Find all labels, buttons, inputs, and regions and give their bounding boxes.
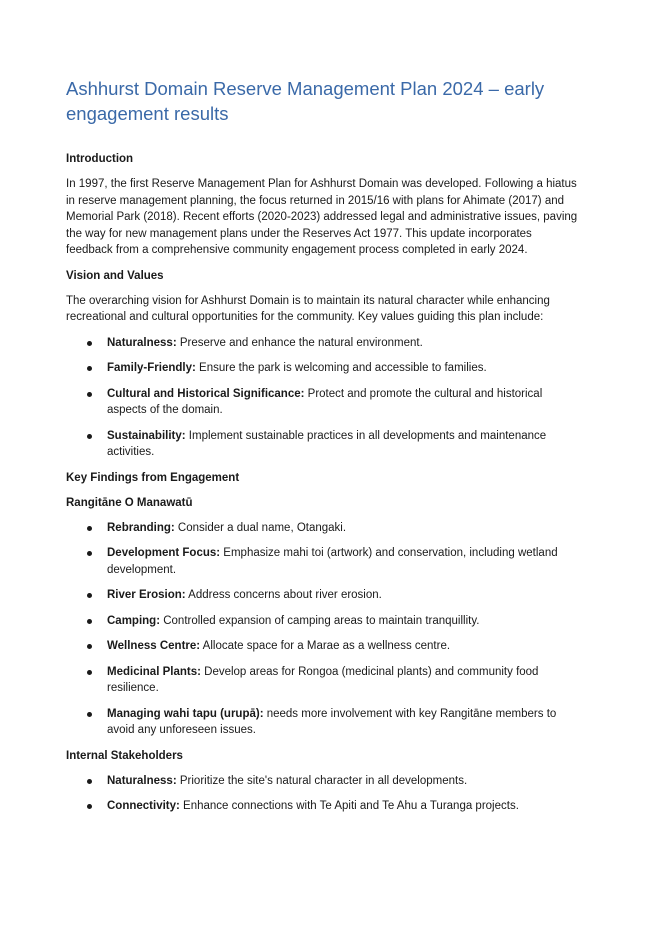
list-item <box>66 428 578 461</box>
internal-stakeholders-heading: Internal Stakeholders <box>66 749 183 762</box>
bullet-icon <box>87 619 92 624</box>
list-item-text: Preserve and enhance the natural environment. <box>176 336 423 349</box>
list-item <box>66 520 578 537</box>
list-item <box>66 798 578 815</box>
list-item-label: Managing wahi tapu (urupā): <box>107 707 264 720</box>
list-item-text: Ensure the park is welcoming and accessible to families. <box>195 362 487 374</box>
list-item-label: Rebranding: <box>107 521 175 534</box>
list-item <box>66 386 578 419</box>
list-item <box>66 613 578 630</box>
bullet-icon <box>87 644 92 649</box>
list-item-text: Implement sustainable practices in all developments and maintenance activities. <box>107 429 547 458</box>
bullet-icon <box>87 392 92 397</box>
introduction-heading: Introduction <box>66 153 134 165</box>
list-item <box>66 587 578 604</box>
bullet-icon <box>87 804 92 809</box>
list-item-label: Family-Friendly: <box>107 362 196 374</box>
list-item-label: Connectivity: <box>107 800 180 812</box>
list-item <box>66 360 578 377</box>
list-item-text: Consider a dual name, Otangaki. <box>174 521 347 534</box>
list-item-label: Development Focus: <box>107 547 221 559</box>
list-item-label: Cultural and Historical Significance: <box>107 387 305 400</box>
bullet-icon <box>87 434 92 439</box>
list-item-text: Prioritize the site's natural character in all developments. <box>176 774 468 787</box>
list-item-label: Camping: <box>107 614 161 627</box>
list-item-text: Protect and promote the cultural and historical aspects of the domain. <box>107 387 543 416</box>
rangitane-findings-list <box>66 520 578 739</box>
list-item <box>66 664 578 697</box>
document-page <box>66 76 578 824</box>
introduction-paragraph: In 1997, the first Reserve Management Plan for Ashhurst Domain was developed. Following a hiatus in reserve management planning, the focus returned in 2015/16 with plans for Ahimate (2017) and Memorial Park (2018). Recent efforts (2020-2023) addressed legal and administrative issues, paving the way for new management plans under the Reserves Act 1977. This update incorporates feedback from a comprehensive community engagement process completed in early 2024. <box>66 178 578 256</box>
list-item-label: River Erosion: <box>107 589 186 601</box>
vision-paragraph: The overarching vision for Ashhurst Domain is to maintain its natural character while enhancing recreational and cultural opportunities for the community. Key values guiding this plan include: <box>66 294 550 323</box>
list-item-text: Enhance connections with Te Apiti and Te Ahu a Turanga projects. <box>179 800 519 812</box>
list-item <box>66 335 578 352</box>
page-title: Ashhurst Domain Reserve Management Plan 2024 – early engagement results <box>66 78 545 124</box>
list-item <box>66 638 578 655</box>
list-item-text: Controlled expansion of camping areas to maintain tranquillity. <box>160 614 480 627</box>
bullet-icon <box>87 670 92 675</box>
list-item-label: Sustainability: <box>107 429 186 442</box>
list-item-text: Develop areas for Rongoa (medicinal plants) and community food resilience. <box>107 665 539 694</box>
list-item-text: Emphasize mahi toi (artwork) and conservation, including wetland development. <box>107 547 558 576</box>
rangitane-heading: Rangitāne O Manawatū <box>66 496 193 509</box>
bullet-icon <box>87 779 92 784</box>
list-item-text: Address concerns about river erosion. <box>185 589 382 601</box>
findings-heading: Key Findings from Engagement <box>66 471 240 484</box>
list-item <box>66 545 578 578</box>
list-item <box>66 773 578 790</box>
bullet-icon <box>87 526 92 531</box>
list-item-label: Medicinal Plants: <box>107 665 201 678</box>
vision-heading: Vision and Values <box>66 269 164 282</box>
bullet-icon <box>87 341 92 346</box>
list-item-label: Wellness Centre: <box>107 640 201 652</box>
bullet-icon <box>87 366 92 371</box>
values-list <box>66 335 578 461</box>
list-item-label: Naturalness: <box>107 336 177 349</box>
list-item-text: needs more involvement with key Rangitāne members to avoid any unforeseen issues. <box>107 707 557 736</box>
bullet-icon <box>87 712 92 717</box>
list-item <box>66 706 578 739</box>
bullet-icon <box>87 551 92 556</box>
internal-stakeholders-list <box>66 773 578 815</box>
bullet-icon <box>87 593 92 598</box>
list-item-label: Naturalness: <box>107 774 177 787</box>
list-item-text: Allocate space for a Marae as a wellness centre. <box>200 640 451 652</box>
